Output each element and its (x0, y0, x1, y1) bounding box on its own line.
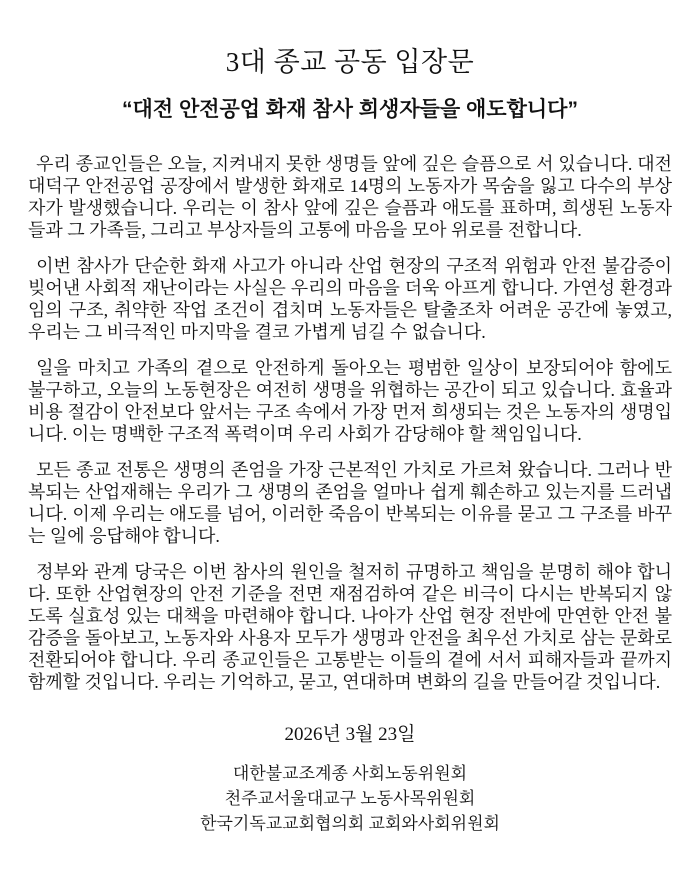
body-paragraph: 모든 종교 전통은 생명의 존엄을 가장 근본적인 가치로 가르쳐 왔습니다. 그러나 반복되는 산업재해는 우리가 그 생명의 존엄을 얼마나 쉽게 훼손하고 있는지를 드러냅니다. 이제 우리는 애도를 넘어, 이러한 죽음이 반복되는 이유를 묻고 그 구조를 바꾸는 일에 응답해야 합니다. (28, 460, 672, 547)
body-paragraph: 일을 마치고 가족의 곁으로 안전하게 돌아오는 평범한 일상이 보장되어야 함에도 불구하고, 오늘의 노동현장은 여전히 생명을 위협하는 공간이 되고 있습니다. 효율과 비용 절감이 안전보다 앞서는 구조 속에서 가장 먼저 희생되는 것은 노동자의 생명입니다. 이는 명백한 구조적 폭력이며 우리 사회가 감당해야 할 책임입니다. (28, 358, 672, 445)
document-title: 3대 종교 공동 입장문 (225, 47, 475, 77)
body-paragraph: 이번 참사가 단순한 화재 사고가 아니라 산업 현장의 구조적 위험과 안전 불감증이 빚어낸 사회적 재난이라는 사실은 우리의 마음을 더욱 아프게 합니다. 가연성 환경과 임의 구조, 취약한 작업 조건이 겹치며 노동자들은 탈출조차 어려운 공간에 놓였고, 우리는 그 비극적인 마지막을 결코 가볍게 넘길 수 없습니다. (28, 256, 672, 343)
signatory-organization: 한국기독교교회협의회 교회와사회위원회 (200, 814, 500, 834)
signatory-organization: 천주교서울대교구 노동사목위원회 (224, 789, 476, 809)
body-paragraph: 정부와 관계 당국은 이번 참사의 원인을 철저히 규명하고 책임을 분명히 해야 합니다. 또한 산업현장의 안전 기준을 전면 재점검하여 같은 비극이 다시는 반복되지 않도록 실효성 있는 대책을 마련해야 합니다. 나아가 산업 현장 전반에 만연한 안전 불감증을 돌아보고, 노동자와 사용자 모두가 생명과 안전을 최우선 가치로 삼는 문화로 전환되어야 합니다. 우리 종교인들은 고통받는 이들의 곁에 서서 피해자들과 끝까지 함께할 것입니다. 우리는 기억하고, 묻고, 연대하며 변화의 길을 만들어갈 것입니다. (28, 562, 672, 693)
signatory-organization: 대한불교조계종 사회노동위원회 (232, 764, 468, 784)
document-subtitle: “대전 안전공업 화재 참사 희생자들을 애도합니다” (122, 97, 578, 121)
statement-date: 2026년 3월 23일 (284, 724, 416, 746)
signatory-list (28, 762, 672, 835)
body-paragraph: 우리 종교인들은 오늘, 지켜내지 못한 생명들 앞에 깊은 슬픔으로 서 있습니다. 대전 대덕구 안전공업 공장에서 발생한 화재로 14명의 노동자가 목숨을 잃고 다수의 부상자가 발생했습니다. 우리는 이 참사 앞에 깊은 슬픔과 애도를 표하며, 희생된 노동자들과 그 가족들, 그리고 부상자들의 고통에 마음을 모아 위로를 전합니다. (28, 154, 672, 241)
document-body (28, 153, 672, 693)
